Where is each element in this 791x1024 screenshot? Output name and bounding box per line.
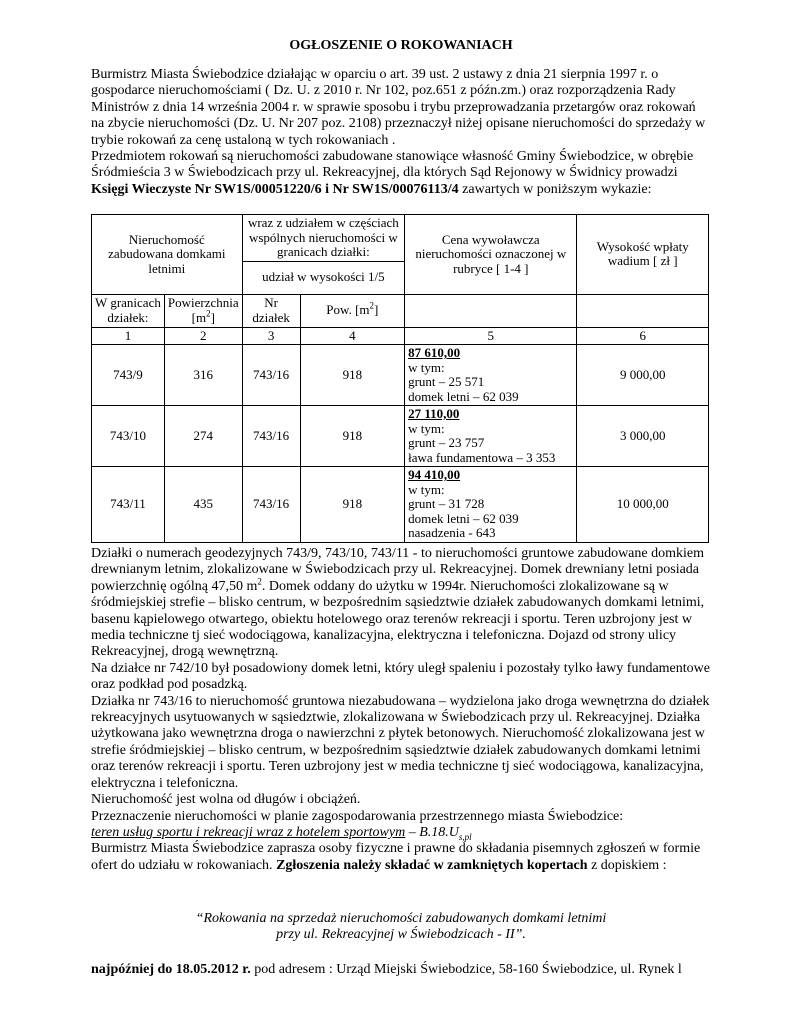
- body-paragraph-1: Działki o numerach geodezyjnych 743/9, 743/10, 743/11 - to nieruchomości gruntowe zabudowane domkiem drewnianym letnim, zlokalizowane w Świebodzicach przy ul. Rekreacyjnej. Domek drewniany letni posiada powierzchnię ogólną 47,50 $m^2$. Domek oddany do użytku w 1994r. Nieruchomości zlokalizowane są w śródmiejskiej strefie – blisko centrum, w bezpośrednim sąsiedztwie działek zabudowanych domkami letnimi, basenu kąpielowego otwartego, obiektu hotelowego oraz terenów rekreacji i sportu. Teren uzbrojony jest w media techniczne tj sieć wodociągowa, kanalizacyjna, elektryczna i telefoniczna. Dojazd od strony ulicy Rekreacyjnej, drogą wewnętrzną.: [91, 546, 705, 660]
- header-property: Nieruchomość zabudowana domkami letnimi: [92, 215, 243, 295]
- price-detail: ława fundamentowa – 3 353: [408, 449, 556, 465]
- body-paragraph-2: Na działce nr 742/10 był posadowiony domek letni, który uległ spaleniu i pozostały tylko ławy fundamentowe oraz podkład pod posadzką.: [91, 660, 710, 693]
- sub-header-pow: Pow. $[m^2]$: [300, 294, 405, 327]
- deadline-date: najpóźniej do 18.05.2012 r.: [91, 962, 251, 977]
- price-value: 87 610,00: [408, 345, 461, 360]
- header-deposit: Wysokość wpłaty wadium [ zł ]: [577, 215, 709, 295]
- header-price: Cena wywoławcza nieruchomości oznaczonej w rubryce [ 1-4 ]: [405, 215, 577, 295]
- cell-plot-no: 743/16: [242, 345, 300, 406]
- price-detail: grunt – 23 757: [408, 435, 485, 450]
- intro-text-1: Burmistrz Miasta Świebodzice działając w oparciu o art. 39 ust. 2 ustawy z dnia 21 sierpnia 1997 r. o gospodarce nieruchomościami ( Dz. U. z 2010 r. Nr 102, poz.651 z późn.zm.) oraz rozporządzenia Rady Ministrów z dnia 14 września 2004 r. w sprawie sposobu i trybu przeprowadzania przetargów oraz rokowań na zbycie nieruchomości (Dz. U. Nr 207 poz. 2108) przeznaczył niżej opisane nieruchomości do sprzedaży w trybie rokowań za cenę ustaloną w tych rokowaniach .: [91, 67, 706, 148]
- cell-plot-no: 743/16: [242, 467, 300, 543]
- cell-price: [405, 406, 577, 467]
- sub-header-empty: [405, 294, 577, 327]
- cell-pow: 918: [300, 345, 405, 406]
- envelope-inscription: [91, 911, 711, 944]
- intro-text-2: Przedmiotem rokowań są nieruchomości zabudowane stanowiące własność Gminy Świebodzice, w obrębie Śródmieścia 3 w Świebodzicach przy ul. Rekreacyjnej, dla których Sąd Rejonowy w Świdnicy prowadzi: [91, 149, 694, 181]
- header-share-top: wraz z udziałem w częściach wspólnych nieruchomości w granicach działki:: [242, 215, 404, 262]
- cell-plot: 743/10: [92, 406, 165, 467]
- price-detail: grunt – 25 571: [408, 374, 485, 389]
- price-value: 94 410,00: [408, 467, 461, 482]
- price-detail: nasadzenia - 643: [408, 525, 496, 540]
- price-detail: w tym:: [408, 359, 445, 375]
- col-number: 1: [92, 327, 165, 345]
- inscription-line-1: “Rokowania na sprzedaż nieruchomości zabudowanych domkami letnimi: [195, 911, 607, 926]
- price-value: 27 110,00: [408, 406, 460, 421]
- sub-header-empty: [577, 294, 709, 327]
- table-row: [92, 467, 709, 543]
- cell-deposit: 9 000,00: [577, 345, 709, 406]
- price-detail: w tym:: [408, 481, 445, 497]
- cell-plot-no: 743/16: [242, 406, 300, 467]
- page-title: OGŁOSZENIE O ROKOWANIACH: [289, 38, 513, 53]
- inscription-line-2: przy ul. Rekreacyjnej w Świebodzicach - II”.: [276, 927, 526, 943]
- cell-price: [405, 345, 577, 406]
- cell-plot: 743/9: [92, 345, 165, 406]
- deadline-line: [91, 962, 711, 978]
- intro-paragraph: [91, 67, 711, 198]
- cell-price: [405, 467, 577, 543]
- intro-text-3: zawartych w poniższym wykazie:: [458, 181, 652, 197]
- col-number: 3: [242, 327, 300, 345]
- body-paragraph-5: Przeznaczenie nieruchomości w planie zagospodarowania przestrzennego miasta Świebodzice:: [91, 808, 624, 824]
- price-detail: domek letni – 62 039: [408, 510, 519, 526]
- land-registry-numbers: Księgi Wieczyste Nr SW1S/00051220/6 i Nr SW1S/00076113/4: [91, 181, 459, 197]
- sub-header-area: Powierzchnia $[m^2]$: [164, 294, 242, 327]
- sub-header-plots: W granicach działek:: [92, 294, 165, 327]
- cell-pow: 918: [300, 406, 405, 467]
- zoning-designation: teren usług sportu i rekreacji wraz z hotelem sportowym – $B.18.U_{s,pl}$: [91, 824, 472, 842]
- cell-deposit: 3 000,00: [577, 406, 709, 467]
- cell-area: 435: [164, 467, 242, 543]
- body-text: [91, 546, 711, 874]
- price-detail: grunt – 31 728: [408, 496, 485, 511]
- property-table: [91, 214, 709, 543]
- cell-area: 274: [164, 406, 242, 467]
- cell-pow: 918: [300, 467, 405, 543]
- body-paragraph-3: Działka nr 743/16 to nieruchomość gruntowa niezabudowana – wydzielona jako droga wewnętrzna do działek rekreacyjnych usytuowanych w sąsiedztwie, zlokalizowana w Świebodzicach przy ul. Rekreacyjnej. Działka użytkowana jako wewnętrzna droga o nawierzchni z płytek betonowych. Nieruchomość zlokalizowana jest w strefie śródmiejskiej – blisko centrum, w bezpośrednim sąsiedztwie działek zabudowanych domkami letnimi oraz terenów rekreacji i sportu. Teren uzbrojony jest w media techniczne tj sieć wodociągowa, kanalizacyjna, elektryczna i telefoniczna.: [91, 693, 710, 791]
- col-number: 5: [405, 327, 577, 345]
- header-share-bottom: udział w wysokości 1/5: [242, 261, 404, 294]
- cell-deposit: 10 000,00: [577, 467, 709, 543]
- col-number: 6: [577, 327, 709, 345]
- table-row: [92, 406, 709, 467]
- submission-address: pod adresem : Urząd Miejski Świebodzice, 58-160 Świebodzice, ul. Rynek l: [250, 962, 682, 977]
- price-detail: w tym:: [408, 420, 445, 436]
- col-number: 4: [300, 327, 405, 345]
- col-number: 2: [164, 327, 242, 345]
- table-row: [92, 345, 709, 406]
- cell-area: 316: [164, 345, 242, 406]
- body-paragraph-4: Nieruchomość jest wolna od długów i obciążeń.: [91, 792, 361, 808]
- price-detail: domek letni – 62 039: [408, 388, 519, 404]
- sub-header-plot-no: Nr działek: [242, 294, 300, 327]
- body-paragraph-7: Burmistrz Miasta Świebodzice zaprasza osoby fizyczne i prawne do składania pisemnych zgłoszeń w formie ofert do udziału w rokowaniach. Zgłoszenia należy składać w zamkniętych kopertach z dopiskiem :: [91, 841, 701, 873]
- cell-plot: 743/11: [92, 467, 165, 543]
